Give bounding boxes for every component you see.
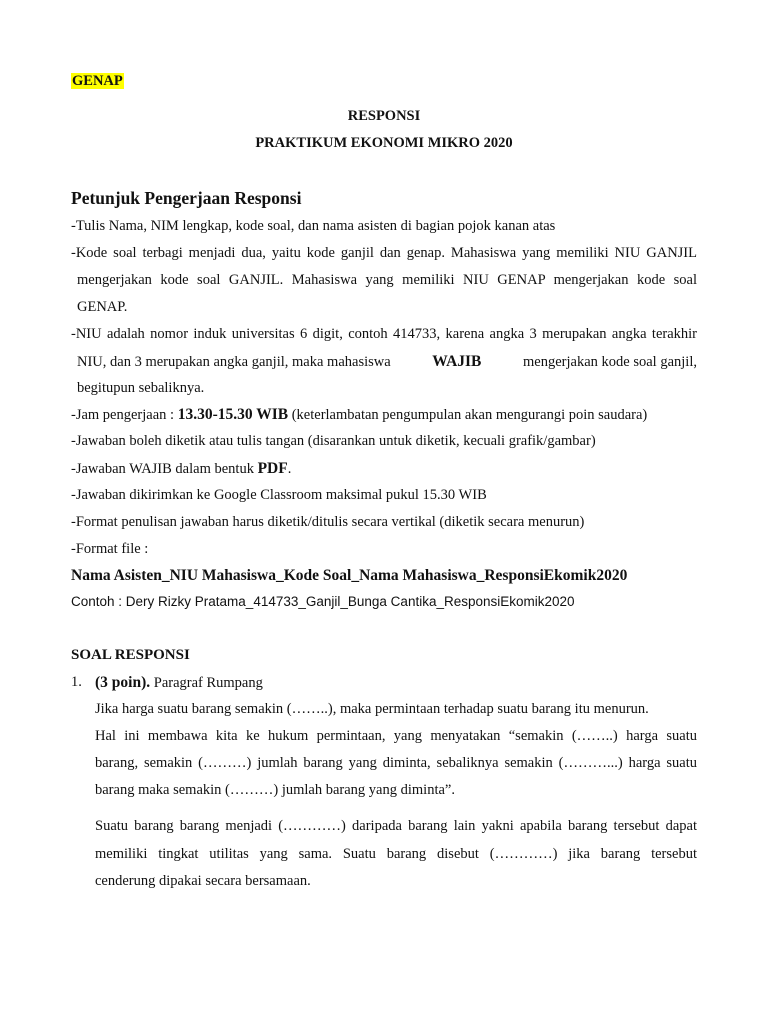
instruction-item-continued: mengerjakan kode soal GANJIL. Mahasiswa yang memiliki NIU GENAP mengerjakan kode soal bbox=[77, 272, 697, 288]
instruction-item: -Format penulisan jawaban harus diketik/ditulis secara vertikal (diketik secara menurun) bbox=[71, 514, 585, 530]
questions-heading: SOAL RESPONSI bbox=[71, 647, 190, 663]
wajib-emphasis: WAJIB bbox=[432, 353, 482, 370]
paragraph-line: memiliki tingkat utilitas yang sama. Suatu barang disebut (…………) jika barang tersebut bbox=[95, 846, 697, 862]
question-number: 1. bbox=[71, 674, 82, 690]
question-title bbox=[95, 674, 263, 692]
instruction-item bbox=[71, 460, 291, 478]
paragraph-line: barang maka semakin (………) jumlah barang yang diminta”. bbox=[95, 782, 455, 798]
paragraph-line: barang, semakin (………) jumlah barang yang diminta, sebaliknya semakin (………...) harga suatu bbox=[95, 755, 697, 771]
pdf-emphasis: PDF bbox=[257, 460, 288, 477]
instruction-item-continued: begitupun sebaliknya. bbox=[77, 380, 205, 396]
paragraph-line: Suatu barang barang menjadi (…………) daripada barang lain yakni apabila barang tersebut dapat bbox=[95, 818, 697, 834]
question-points: (3 poin). bbox=[95, 674, 151, 691]
instruction-item: -Format file : bbox=[71, 541, 149, 557]
genap-label bbox=[71, 73, 124, 90]
question-type: Paragraf Rumpang bbox=[153, 675, 263, 691]
paragraph-line: cenderung dipakai secara bersamaan. bbox=[95, 873, 311, 889]
paragraph-line: Hal ini membawa kita ke hukum permintaan, yang menyatakan “semakin (……..) harga suatu bbox=[95, 728, 697, 744]
paragraph-line: Jika harga suatu barang semakin (……..), maka permintaan terhadap suatu barang itu menurun. bbox=[95, 701, 649, 717]
instruction-text: -Jawaban WAJIB dalam bentuk bbox=[71, 461, 254, 477]
instruction-text: -Jam pengerjaan : bbox=[71, 407, 175, 423]
instruction-text: NIU, dan 3 merupakan angka ganjil, maka mahasiswa bbox=[77, 354, 391, 370]
instruction-item: -Jawaban dikirimkan ke Google Classroom maksimal pukul 15.30 WIB bbox=[71, 487, 487, 503]
instruction-item-continued bbox=[77, 353, 697, 371]
instruction-item: -Kode soal terbagi menjadi dua, yaitu kode ganjil dan genap. Mahasiswa yang memiliki NIU GANJIL bbox=[71, 245, 697, 261]
instruction-item: -NIU adalah nomor induk universitas 6 digit, contoh 414733, karena angka 3 merupakan angka terakhir bbox=[71, 326, 697, 342]
document-title: RESPONSI bbox=[347, 108, 421, 124]
instruction-text: mengerjakan kode soal ganjil, bbox=[523, 354, 697, 370]
instruction-item bbox=[71, 406, 647, 424]
time-emphasis: 13.30-15.30 WIB bbox=[177, 406, 289, 423]
instruction-item: -Tulis Nama, NIM lengkap, kode soal, dan nama asisten di bagian pojok kanan atas bbox=[71, 218, 556, 234]
instruction-text: (keterlambatan pengumpulan akan mengurangi poin saudara) bbox=[291, 407, 648, 423]
instructions-heading: Petunjuk Pengerjaan Responsi bbox=[71, 188, 302, 208]
instruction-item: -Jawaban boleh diketik atau tulis tangan (disarankan untuk diketik, kecuali grafik/gambar) bbox=[71, 433, 596, 449]
file-format-example: Contoh : Dery Rizky Pratama_414733_Ganjil_Bunga Cantika_ResponsiEkomik2020 bbox=[71, 594, 575, 609]
genap-highlight: GENAP bbox=[72, 73, 123, 89]
instruction-item-continued: GENAP. bbox=[77, 299, 128, 315]
instruction-text: . bbox=[287, 461, 292, 477]
file-format-line: Nama Asisten_NIU Mahasiswa_Kode Soal_Nama Mahasiswa_ResponsiEkomik2020 bbox=[71, 567, 628, 584]
document-subtitle: PRAKTIKUM EKONOMI MIKRO 2020 bbox=[255, 135, 513, 151]
